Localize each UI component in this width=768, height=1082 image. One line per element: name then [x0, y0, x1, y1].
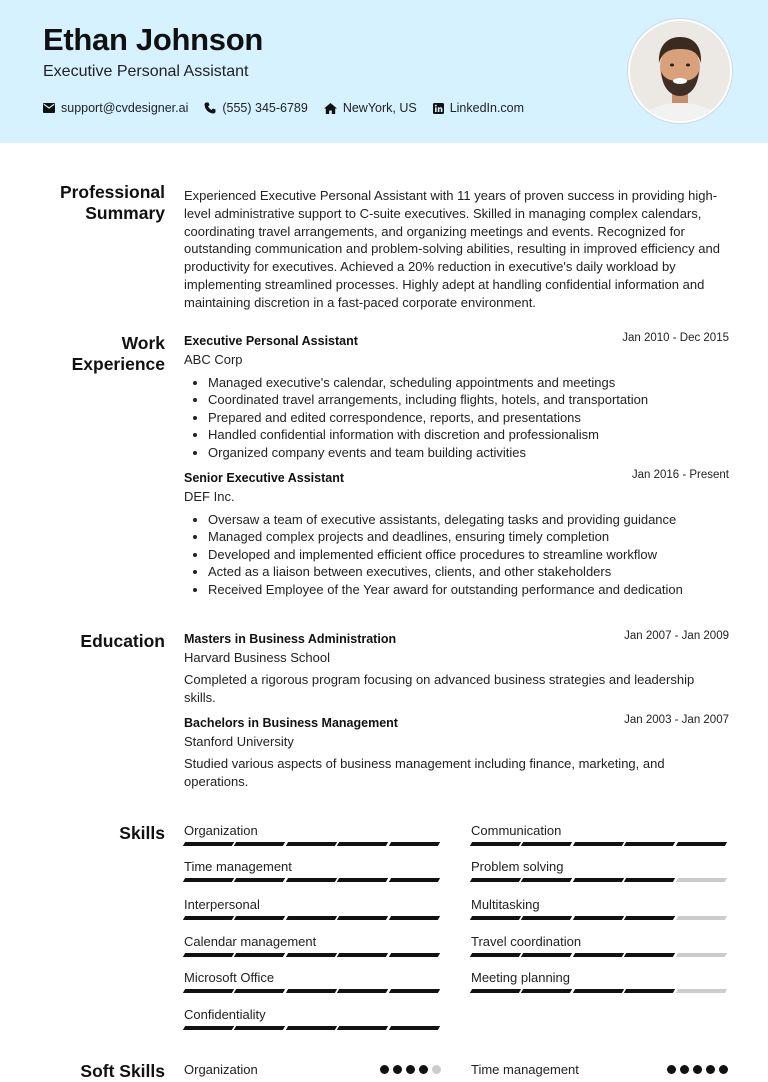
job-entry [184, 334, 729, 461]
rating-dot-filled [380, 1065, 389, 1074]
skill-level-segment-filled [521, 916, 573, 920]
skill-level-segment-filled [183, 989, 235, 993]
skill-level-segment-filled [183, 878, 235, 882]
skill-level-segment-filled [624, 916, 676, 920]
section-heading-summary [30, 182, 165, 224]
skill-level-segment-filled [521, 989, 573, 993]
job-bullet: • Handled confidential information with discretion and professionalism [208, 426, 729, 443]
education-entry [184, 716, 729, 790]
skill-level-bar [471, 842, 728, 846]
job-title: Senior Executive Assistant [184, 471, 345, 485]
skill-level-segment-empty [675, 878, 727, 882]
candidate-title: Executive Personal Assistant [43, 63, 249, 80]
contact-location [324, 101, 417, 115]
skill-item [471, 859, 728, 882]
job-bullet: • Organized company events and team building activities [208, 444, 729, 461]
skill-level-segment-filled [234, 878, 286, 882]
job-company: ABC Corp [184, 352, 243, 367]
section-heading-skills [30, 823, 165, 844]
skill-level-segment-filled [183, 916, 235, 920]
contact-phone[interactable] [204, 101, 307, 115]
degree-dates: Jan 2003 - Jan 2007 [624, 714, 729, 726]
summary-heading-line2: Summary [85, 203, 165, 223]
rating-dot-filled [667, 1065, 676, 1074]
section-heading-experience [30, 333, 165, 375]
skill-level-segment-filled [337, 842, 389, 846]
contact-linkedin-text: LinkedIn.com [449, 101, 525, 115]
degree-dates: Jan 2007 - Jan 2009 [624, 630, 729, 642]
job-entry [184, 471, 729, 598]
job-title: Executive Personal Assistant [184, 334, 358, 348]
job-bullets [184, 374, 729, 461]
skill-level-bar [471, 916, 728, 920]
skill-item [184, 897, 441, 920]
summary-heading-line1: Professional [59, 182, 165, 202]
education-description: Studied various aspects of business management including finance, marketing, and operations. [184, 756, 665, 789]
skill-level-bar [471, 878, 728, 882]
summary-body [184, 187, 729, 312]
skill-level-bar [184, 989, 441, 993]
skill-item [471, 823, 728, 846]
skill-name: Confidentiality [184, 1007, 266, 1022]
skill-level-bar [184, 1026, 441, 1030]
skill-level-segment-filled [624, 878, 676, 882]
skill-level-bar [471, 953, 728, 957]
skill-name: Meeting planning [471, 970, 571, 985]
skill-level-bar [184, 916, 441, 920]
soft-skills-heading: Soft Skills [80, 1061, 165, 1081]
skill-level-segment-filled [388, 916, 440, 920]
skill-level-segment-filled [521, 953, 573, 957]
skill-level-bar [471, 989, 728, 993]
skill-level-bar [184, 878, 441, 882]
skill-level-segment-filled [388, 953, 440, 957]
skill-item [184, 934, 441, 957]
job-bullet: • Managed complex projects and deadlines, ensuring timely completion [208, 528, 729, 545]
education-entry [184, 632, 729, 706]
skill-level-segment-filled [286, 878, 338, 882]
education-heading: Education [80, 631, 165, 651]
soft-skill-name: Organization [184, 1062, 258, 1077]
home-icon [324, 103, 337, 114]
skill-level-segment-filled [624, 989, 676, 993]
degree-title: Bachelors in Business Management [184, 716, 398, 730]
skill-item [184, 859, 441, 882]
skill-level-segment-empty [675, 989, 727, 993]
job-bullet: • Developed and implemented efficient office procedures to streamline workflow [208, 546, 729, 563]
skill-level-segment-filled [337, 916, 389, 920]
skill-level-bar [184, 953, 441, 957]
job-bullet: • Oversaw a team of executive assistants, delegating tasks and providing guidance [208, 511, 729, 528]
contact-email-text: support@cvdesigner.ai [61, 101, 189, 115]
rating-dot-filled [693, 1065, 702, 1074]
job-bullet: • Received Employee of the Year award for outstanding performance and dedication [208, 581, 729, 598]
skill-level-segment-filled [470, 842, 522, 846]
school-name: Stanford University [184, 734, 294, 749]
experience-heading-line2: Experience [71, 354, 165, 374]
skill-level-segment-filled [573, 842, 625, 846]
skills-heading: Skills [119, 823, 165, 843]
skill-name: Communication [471, 823, 562, 838]
soft-skill-rating [663, 1065, 728, 1074]
rating-dot-empty [432, 1065, 441, 1074]
skill-level-segment-filled [675, 842, 727, 846]
skill-level-segment-filled [234, 953, 286, 957]
skill-level-segment-filled [521, 842, 573, 846]
skill-name: Microsoft Office [184, 970, 275, 985]
degree-title: Masters in Business Administration [184, 632, 397, 646]
skill-name: Organization [184, 823, 258, 838]
skill-level-segment-filled [388, 878, 440, 882]
job-bullet: • Managed executive's calendar, scheduling appointments and meetings [208, 374, 729, 391]
profile-photo [628, 19, 732, 123]
skill-item [184, 970, 441, 993]
skill-name: Multitasking [471, 897, 540, 912]
contact-email[interactable] [43, 101, 188, 115]
job-company: DEF Inc. [184, 489, 235, 504]
skill-level-segment-filled [183, 1026, 235, 1030]
contact-linkedin[interactable] [433, 101, 524, 115]
skill-level-segment-filled [624, 953, 676, 957]
candidate-name: Ethan Johnson [43, 22, 263, 57]
skill-level-segment-filled [573, 916, 625, 920]
skill-level-segment-empty [675, 953, 727, 957]
school-name: Harvard Business School [184, 650, 330, 665]
skill-level-segment-filled [183, 842, 235, 846]
skill-level-segment-filled [470, 989, 522, 993]
section-heading-education [30, 631, 165, 652]
phone-icon [204, 102, 216, 114]
section-heading-soft-skills [30, 1061, 165, 1082]
education-description: Completed a rigorous program focusing on advanced business strategies and leadership skills. [184, 672, 695, 705]
skill-name: Problem solving [471, 859, 564, 874]
skill-level-segment-filled [470, 916, 522, 920]
skill-level-segment-filled [573, 953, 625, 957]
skill-item [184, 823, 441, 846]
envelope-icon [43, 103, 55, 113]
job-dates: Jan 2010 - Dec 2015 [622, 332, 729, 344]
linkedin-icon [433, 103, 444, 114]
skill-level-segment-filled [286, 989, 338, 993]
rating-dot-filled [706, 1065, 715, 1074]
skill-level-segment-filled [573, 989, 625, 993]
skill-level-segment-filled [388, 842, 440, 846]
skill-level-segment-filled [573, 878, 625, 882]
rating-dot-filled [419, 1065, 428, 1074]
resume-header [0, 0, 768, 143]
summary-text: Experienced Executive Personal Assistant with 11 years of proven success in providing high-level administrative support to C-suite executives. Skilled in managing complex calendars, coordinating travel arrangements, and organizing meetings and events. Recognized for outstanding communication and problem-solving abilities, resulting in improved efficiency and productivity for executives. Achieved a 20% reduction in executive's daily workload by implementing streamlined processes. Highly adept at handling confidential information and maintaining discretion in a fast-paced corporate environment. [184, 188, 720, 310]
skill-level-segment-filled [337, 1026, 389, 1030]
soft-skill-name: Time management [471, 1062, 579, 1077]
soft-skill-item [184, 1062, 441, 1077]
skill-level-segment-filled [388, 989, 440, 993]
skill-name: Interpersonal [184, 897, 260, 912]
skill-level-segment-filled [521, 878, 573, 882]
skill-level-segment-filled [234, 989, 286, 993]
skill-name: Calendar management [184, 934, 317, 949]
skill-level-segment-filled [286, 916, 338, 920]
skill-level-bar [184, 842, 441, 846]
rating-dot-filled [406, 1065, 415, 1074]
skill-item [184, 1007, 441, 1030]
skill-item [471, 970, 728, 993]
skill-level-segment-filled [337, 878, 389, 882]
job-bullets [184, 511, 729, 598]
rating-dot-filled [680, 1065, 689, 1074]
skill-level-segment-filled [183, 953, 235, 957]
skill-item [471, 934, 728, 957]
skill-level-segment-filled [234, 842, 286, 846]
skill-level-segment-filled [470, 878, 522, 882]
skill-level-segment-filled [470, 953, 522, 957]
skill-level-segment-empty [675, 916, 727, 920]
skill-level-segment-filled [286, 842, 338, 846]
skill-level-segment-filled [234, 916, 286, 920]
job-bullet: • Acted as a liaison between executives, clients, and other stakeholders [208, 563, 729, 580]
skill-level-segment-filled [388, 1026, 440, 1030]
contact-row [43, 101, 540, 115]
contact-location-text: NewYork, US [342, 101, 417, 115]
skill-item [471, 897, 728, 920]
job-dates: Jan 2016 - Present [631, 469, 729, 481]
skill-level-segment-filled [624, 842, 676, 846]
contact-phone-text: (555) 345-6789 [222, 101, 308, 115]
skill-name: Travel coordination [471, 934, 582, 949]
rating-dot-filled [719, 1065, 728, 1074]
skill-level-segment-filled [286, 1026, 338, 1030]
soft-skill-item [471, 1062, 728, 1077]
skill-level-segment-filled [337, 989, 389, 993]
job-bullet: • Coordinated travel arrangements, including flights, hotels, and transportation [208, 391, 729, 408]
experience-heading-line1: Work [121, 333, 165, 353]
skill-level-segment-filled [234, 1026, 286, 1030]
skill-level-segment-filled [337, 953, 389, 957]
job-bullet: • Prepared and edited correspondence, reports, and presentations [208, 409, 729, 426]
skill-name: Time management [184, 859, 292, 874]
soft-skill-rating [376, 1065, 441, 1074]
skill-level-segment-filled [286, 953, 338, 957]
rating-dot-filled [393, 1065, 402, 1074]
